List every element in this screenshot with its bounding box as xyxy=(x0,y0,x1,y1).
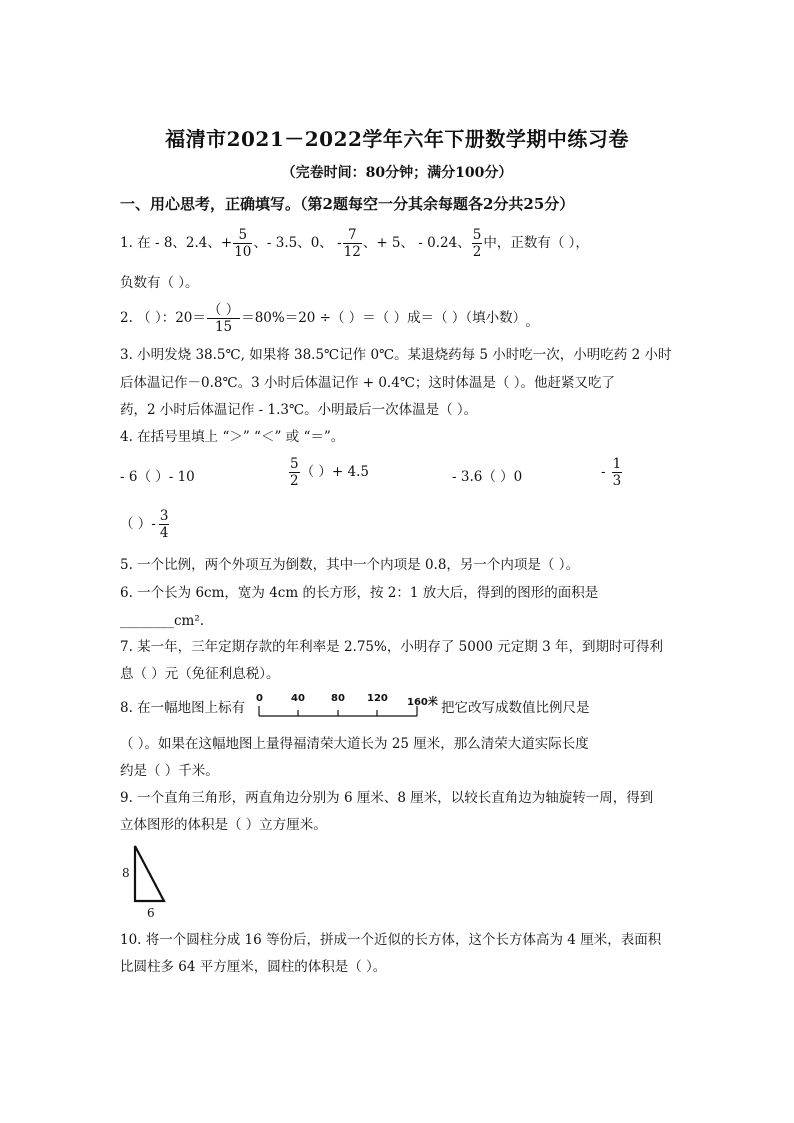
map-scale-bar xyxy=(254,692,440,720)
q4-compare-5 xyxy=(120,508,170,541)
q8-line-2: （ ）。如果在这幅地图上量得福清荣大道长为 25 厘米，那么清荣大道实际长度 xyxy=(120,736,589,752)
fraction-5-10 xyxy=(233,227,252,260)
q8-line-3: 约是（ ）千米。 xyxy=(120,763,219,779)
question-1 xyxy=(120,227,589,260)
q4-line-1: 4. 在括号里填上 “＞” “＜” 或 “＝”。 xyxy=(120,429,345,445)
triangle-side-6: 6 xyxy=(147,906,155,920)
q3-line-3: 药，2 小时后体温记作 - 1.3℃。小明最后一次体温是（ ）。 xyxy=(120,402,478,418)
q1-text-b: 、- 3.5、0、 - xyxy=(253,235,342,251)
numerator: （ ） xyxy=(207,302,240,318)
denominator: 15 xyxy=(214,319,233,335)
scale-tick-80: 80 xyxy=(331,693,345,704)
q10-line-2: 比圆柱多 64 平方厘米，圆柱的体积是（ ）。 xyxy=(120,959,387,975)
q10-line-1: 10. 将一个圆柱分成 16 等份后，拼成一个近似的长方体，这个长方体高为 4 厘米，表面积 xyxy=(120,932,662,948)
q4-compare-2 xyxy=(288,456,369,489)
fraction-5-2 xyxy=(472,227,483,260)
q1-text-e: 中，正数有（ ）， xyxy=(483,235,589,251)
page-subtitle: （完卷时间：80分钟；满分100分） xyxy=(281,165,513,181)
fraction-5-2 xyxy=(289,456,300,489)
q4-minus: - xyxy=(601,464,606,480)
q2-text-b: ＝80%＝20 ÷（ ）＝（ ）成＝（ ）（填小数） xyxy=(241,310,520,326)
q1-line-2: 负数有（ ）。 xyxy=(120,275,199,291)
q4-row2-text: （ ）- xyxy=(120,516,156,532)
denominator: 2 xyxy=(472,244,482,260)
q4-compare-3: - 3.6（ ）0 xyxy=(452,469,523,485)
q1-text-a: 1. 在 - 8、2.4、+ xyxy=(120,235,233,251)
q1-text-c: 、+ 5、 - 0.24、 xyxy=(362,235,471,251)
q2-text-a: 2. （ ）：20＝ xyxy=(120,310,206,326)
q3-line-2: 后体温记作－0.8℃。3 小时后体温记作 + 0.4℃；这时体温是（ ）。他赶紧又吃了 xyxy=(120,375,615,391)
numerator: 1 xyxy=(612,456,622,472)
q7-line-2: 息（ ）元（免征利息税）。 xyxy=(120,666,280,682)
fraction-7-12 xyxy=(343,227,362,260)
denominator: 3 xyxy=(612,473,622,489)
q9-line-2: 立体图形的体积是（ ）立方厘米。 xyxy=(120,817,327,833)
q8-text-b: 把它改写成数值比例尺是 xyxy=(441,700,590,716)
question-2 xyxy=(120,302,539,335)
scale-tick-0: 0 xyxy=(256,693,263,704)
fraction-blank-15 xyxy=(207,302,240,335)
numerator: 7 xyxy=(347,227,357,243)
question-5: 5. 一个比例，两个外项互为倒数，其中一个内项是 0.8，另一个内项是（ ）。 xyxy=(120,557,579,573)
denominator: 10 xyxy=(234,244,252,260)
q6-line-2: ________cm². xyxy=(120,613,205,629)
q4-compare-1: - 6（ ）- 10 xyxy=(120,469,195,485)
q4-compare-4 xyxy=(601,456,623,489)
q6-line-1: 6. 一个长为 6cm，宽为 4cm 的长方形，按 2：1 放大后，得到的图形的面积是 xyxy=(120,585,599,601)
scale-tick-40: 40 xyxy=(291,693,305,704)
numerator: 5 xyxy=(472,227,482,243)
q7-line-1: 7. 某一年，三年定期存款的年利率是 2.75%，小明存了 5000 元定期 3 年，到期时可得利 xyxy=(120,639,663,655)
fraction-3-4 xyxy=(159,508,170,541)
denominator: 12 xyxy=(343,244,361,260)
q8-text-a: 8. 在一幅地图上标有 xyxy=(120,700,246,716)
page-title: 福清市2021－2022学年六年下册数学期中练习卷 xyxy=(165,127,629,151)
section-heading: 一、用心思考，正确填写。（第2题每空一分其余每题各2分共25分） xyxy=(120,195,575,213)
q4-compare-2-text: （ ）+ 4.5 xyxy=(300,464,369,480)
numerator: 5 xyxy=(290,456,299,472)
denominator: 2 xyxy=(290,473,299,489)
q9-line-1: 9. 一个直角三角形，两直角边分别为 6 厘米、8 厘米，以较长直角边为轴旋转一周，得到 xyxy=(120,790,654,806)
scale-tick-160: 160米 xyxy=(407,697,438,708)
triangle-side-8: 8 xyxy=(122,866,130,880)
numerator: 3 xyxy=(159,508,169,524)
scale-tick-120: 120 xyxy=(367,693,388,704)
q2-text-c: 。 xyxy=(525,314,539,330)
denominator: 4 xyxy=(159,525,169,541)
right-triangle-figure xyxy=(120,840,180,920)
q3-line-1: 3. 小明发烧 38.5℃, 如果将 38.5℃记作 0℃。某退烧药每 5 小时吃一次，小明吃药 2 小时 xyxy=(120,347,672,363)
numerator: 5 xyxy=(238,227,248,243)
fraction-1-3 xyxy=(612,456,623,489)
